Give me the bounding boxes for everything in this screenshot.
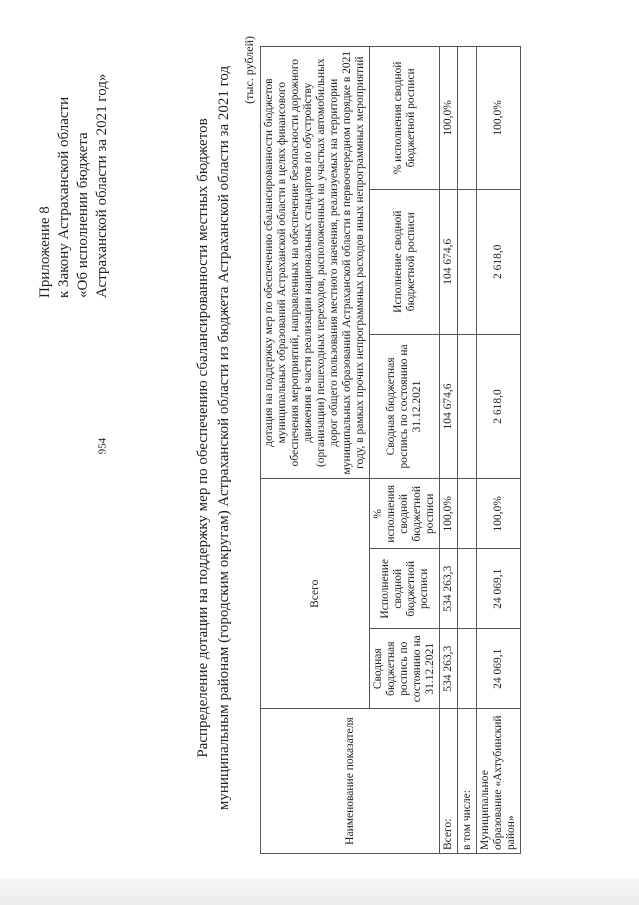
header-total: Всего [261,479,370,709]
rotated-page [28,28,628,858]
header-pct-road: % исполнения сводной бюджетной росписи [370,47,440,190]
header-exec-total: Исполнение сводной бюджетной росписи [370,549,440,629]
header-plan-road: Сводная бюджетная роспись по состоянию на 31.12.2021 [370,334,440,479]
title-line-2: муниципальным районам (городским округам) Астраханской области из бюджета Астраханской области за 2021 год [216,65,232,811]
cell-plan-road [458,334,477,479]
table-row [440,47,458,854]
cell-exec-total [458,549,477,629]
appendix-line-2: к Закону Астраханской области [56,96,72,298]
scan-edge [0,879,639,905]
header-plan-total: Сводная бюджетная роспись по состоянию на 31.12.2021 [370,629,440,709]
cell-pct-road: 100,0% [440,47,458,190]
cell-pct-total: 100,0% [440,479,458,549]
cell-pct-road [458,47,477,190]
cell-plan-total [458,629,477,709]
distribution-table [260,46,521,854]
cell-pct-total [458,479,477,549]
document-title [193,38,235,838]
cell-pct-road: 100,0% [477,47,521,190]
page-number: 954 [96,437,109,455]
cell-exec-road [458,189,477,334]
header-road: дотация на поддержку мер по обеспечению сбалансированности бюджетов муниципальных образований Астраханской области в целях финансового обеспечения мероприятий, направленных на обеспечение безопасности дорожного движения в части реализации национальных стандартов по обустройству (организации) пешеходных переходов, расположенных на участках автомобильных дорог общего пользования местного значения, реализуемых на территории муниципальных образований Астраханской области в первоочередном порядке в 2021 году, в рамках прочих непрограммных расходов иных непрограммных мероприятий [261,47,370,479]
appendix-header [36,28,112,298]
cell-plan-road: 104 674,6 [440,334,458,479]
appendix-line-1: Приложение 8 [37,206,53,298]
title-line-1: Распределение дотации на поддержку мер по обеспечению сбалансированности местных бюджетов [195,118,211,758]
table-row [458,47,477,854]
row-name: Всего: [440,709,458,854]
row-name: Муниципальное образование «Ахтубинский район» [477,709,521,854]
units-label: (тыс. рублей) [242,36,256,104]
cell-exec-road: 2 618,0 [477,189,521,334]
cell-plan-road: 2 618,0 [477,334,521,479]
cell-plan-total: 24 069,1 [477,629,521,709]
table-row [477,47,521,854]
cell-pct-total: 100,0% [477,479,521,549]
appendix-line-4: Астраханской области за 2021 год» [94,73,110,298]
header-exec-road: Исполнение сводной бюджетной росписи [370,189,440,334]
row-name: в том числе: [458,709,477,854]
cell-exec-total: 24 069,1 [477,549,521,629]
appendix-line-3: «Об исполнении бюджета [75,132,91,298]
header-pct-total: % исполнения сводной бюджетной росписи [370,479,440,549]
header-name: Наименование показателя [261,709,440,854]
cell-exec-road: 104 674,6 [440,189,458,334]
cell-plan-total: 534 263,3 [440,629,458,709]
cell-exec-total: 534 263,3 [440,549,458,629]
